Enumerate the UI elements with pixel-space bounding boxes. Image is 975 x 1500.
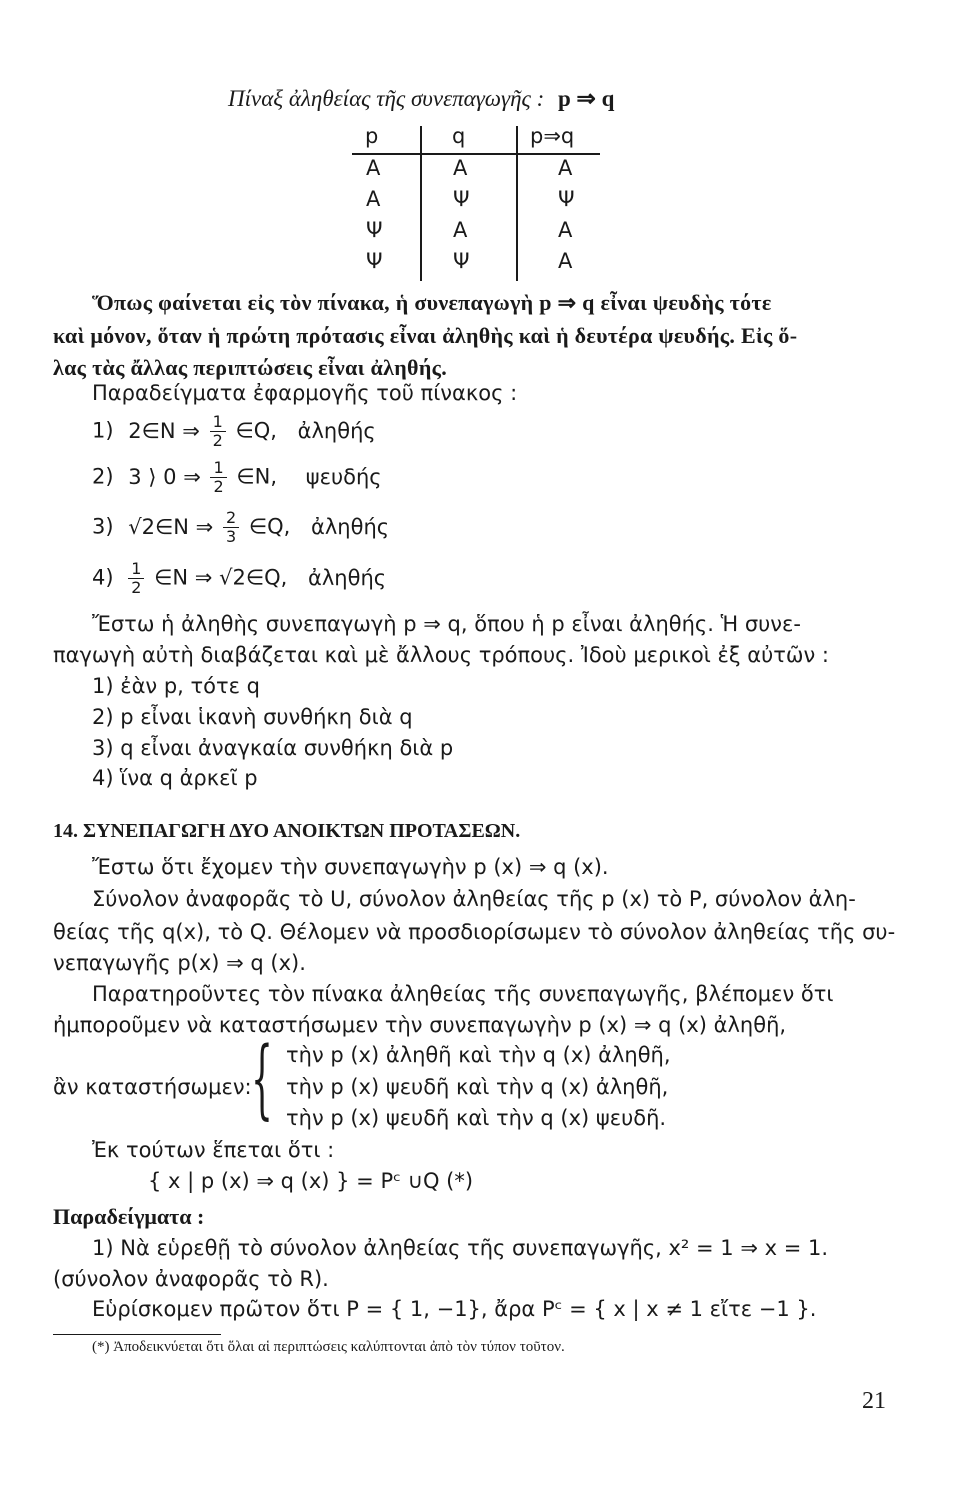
example-fraction xyxy=(223,509,239,546)
example-right: ∈N ⇒ √2∈Q, xyxy=(154,565,288,590)
example1-line2: (σύνολον ἀναφορᾶς τὸ R). xyxy=(53,1267,329,1291)
reading-item: 2) p εἶναι ἱκανὴ συνθήκη διὰ q xyxy=(92,705,413,729)
table-cell: Ψ xyxy=(366,218,383,242)
case-item: τὴν p (x) ἀληθῆ καὶ τὴν q (x) ἀληθῆ, xyxy=(286,1043,671,1067)
para1-line1: Ὅπως φαίνεται εἰς τὸν πίνακα, ἡ συνεπαγωγὴ p ⇒ q εἶναι ψευδὴς τότε xyxy=(92,290,772,315)
table-title-text: Πίναξ ἀληθείας τῆς συνεπαγωγῆς : xyxy=(228,86,545,111)
formula: { x | p (x) ⇒ q (x) } = Pᶜ ∪Q (*) xyxy=(148,1169,474,1193)
fraction-numerator: 1 xyxy=(210,413,226,432)
reading-item: 1) ἐὰν p, τότε q xyxy=(92,674,260,698)
example-left: 2∈N ⇒ xyxy=(128,418,200,443)
table-header-p: p xyxy=(365,124,379,148)
example-fraction xyxy=(210,413,226,450)
table-cell: Ψ xyxy=(558,187,575,211)
case-item: τὴν p (x) ψευδῆ καὶ τὴν q (x) ψευδῆ. xyxy=(286,1106,667,1130)
conclusion: Ἐκ τούτων ἕπεται ὅτι : xyxy=(92,1138,335,1162)
para2-line2: παγωγὴ αὐτὴ διαβάζεται καὶ μὲ ἄλλους τρόπους. Ἰδοὺ μερικοὶ ἐξ αὐτῶν : xyxy=(53,643,829,667)
section-body-line: Παρατηροῦντες τὸν πίνακα ἀληθείας τῆς συνεπαγωγῆς, βλέπομεν ὅτι xyxy=(92,982,834,1006)
example-row xyxy=(92,509,389,546)
table-col-divider xyxy=(420,126,422,281)
example-fraction xyxy=(128,560,144,597)
fraction-numerator: 1 xyxy=(128,560,144,579)
example-fraction xyxy=(210,459,226,496)
example-right: ∈N, xyxy=(236,464,278,489)
table-cell: A xyxy=(453,218,468,242)
section-body-line: νεπαγωγῆς p(x) ⇒ q (x). xyxy=(53,951,306,975)
page-number: 21 xyxy=(862,1388,886,1414)
example-verdict: ἀληθής xyxy=(297,418,376,443)
example-label: 4) xyxy=(92,565,114,590)
section-body-line: ἠμποροῦμεν νὰ καταστήσωμεν τὴν συνεπαγωγὴν p (x) ⇒ q (x) ἀληθῆ, xyxy=(53,1013,787,1037)
table-header-rule xyxy=(352,153,600,155)
example1-line3: Εὑρίσκομεν πρῶτον ὅτι P = { 1, −1}, ἄρα Pᶜ = { x | x ≠ 1 εἴτε −1 }. xyxy=(92,1297,817,1321)
example-row xyxy=(92,560,386,597)
example-row xyxy=(92,413,376,450)
para1-line3: λας τὰς ἄλλας περιπτώσεις εἶναι ἀληθής. xyxy=(53,355,447,380)
table-cell: A xyxy=(558,249,573,273)
section-heading: 14. ΣΥΝΕΠΑΓΩΓΗ ΔΥΟ ΑΝΟΙΚΤΩΝ ΠΡΟΤΑΣΕΩΝ. xyxy=(53,820,521,842)
example-left: √2∈N ⇒ xyxy=(128,514,214,539)
case-item: τὴν p (x) ψευδῆ καὶ τὴν q (x) ἀληθῆ, xyxy=(286,1075,669,1099)
table-cell: A xyxy=(453,156,468,180)
footnote-rule xyxy=(53,1334,221,1335)
reading-item: 3) q εἶναι ἀναγκαία συνθήκη διὰ p xyxy=(92,736,454,760)
table-title xyxy=(228,86,614,112)
para2-line1: Ἔστω ἡ ἀληθὴς συνεπαγωγὴ p ⇒ q, ὅπου ἡ p εἶναι ἀληθής. Ἡ συνε- xyxy=(92,612,801,636)
table-cell: Ψ xyxy=(453,249,470,273)
example-verdict: ἀληθής xyxy=(311,514,390,539)
example-label: 2) xyxy=(92,464,114,489)
footnote: (*) Ἀποδεικνύεται ὅτι ὅλαι αἱ περιπτώσεις καλύπτονται ἀπὸ τὸν τύπον τοῦτον. xyxy=(92,1339,565,1355)
examples-intro: Παραδείγματα ἐφαρμογῆς τοῦ πίνακος : xyxy=(92,381,518,405)
example-verdict: ψευδής xyxy=(305,464,382,489)
fraction-denominator: 2 xyxy=(213,477,224,496)
example-left: 3 ⟩ 0 ⇒ xyxy=(128,464,201,489)
example-right: ∈Q, xyxy=(235,418,277,443)
table-col-divider xyxy=(516,126,518,281)
fraction-numerator: 2 xyxy=(223,509,239,528)
reading-item: 4) ἵνα q ἀρκεῖ p xyxy=(92,766,258,790)
fraction-denominator: 2 xyxy=(212,431,223,450)
section-body-line: θείας τῆς q(x), τὸ Q. Θέλομεν νὰ προσδιορίσωμεν τὸ σύνολον ἀληθείας τῆς συ- xyxy=(53,920,896,944)
table-cell: Ψ xyxy=(366,249,383,273)
examples-heading: Παραδείγματα : xyxy=(53,1204,205,1229)
section-body-line: Ἔστω ὅτι ἔχομεν τὴν συνεπαγωγὴν p (x) ⇒ q (x). xyxy=(92,855,609,879)
example-verdict: ἀληθής xyxy=(308,565,387,590)
table-cell: A xyxy=(366,187,381,211)
fraction-denominator: 2 xyxy=(131,578,142,597)
table-cell: A xyxy=(558,156,573,180)
table-cell: Ψ xyxy=(453,187,470,211)
para1-line2: καὶ μόνον, ὅταν ἡ πρώτη πρότασις εἶναι ἀληθὴς καὶ ἡ δευτέρα ψευδής. Εἰς ὅ- xyxy=(53,323,798,348)
example-row xyxy=(92,459,382,496)
table-title-formula: p ⇒ q xyxy=(558,86,615,111)
example-label: 1) xyxy=(92,418,114,443)
section-body-line: Σύνολον ἀναφορᾶς τὸ U, σύνολον ἀληθείας τῆς p (x) τὸ P, σύνολον ἀλη- xyxy=(92,887,856,911)
example-right: ∈Q, xyxy=(248,514,291,539)
cases-label: ἂν καταστήσωμεν: xyxy=(53,1075,252,1099)
example-label: 3) xyxy=(92,514,114,539)
fraction-denominator: 3 xyxy=(225,527,237,546)
table-header-pq: p⇒q xyxy=(530,124,575,148)
table-cell: A xyxy=(366,156,381,180)
brace-symbol: { xyxy=(251,1029,273,1129)
table-cell: A xyxy=(558,218,573,242)
example1-line1: 1) Νὰ εὑρεθῇ τὸ σύνολον ἀληθείας τῆς συνεπαγωγῆς, x² = 1 ⇒ x = 1. xyxy=(92,1236,829,1260)
table-header-q: q xyxy=(452,124,466,148)
fraction-numerator: 1 xyxy=(210,459,226,478)
